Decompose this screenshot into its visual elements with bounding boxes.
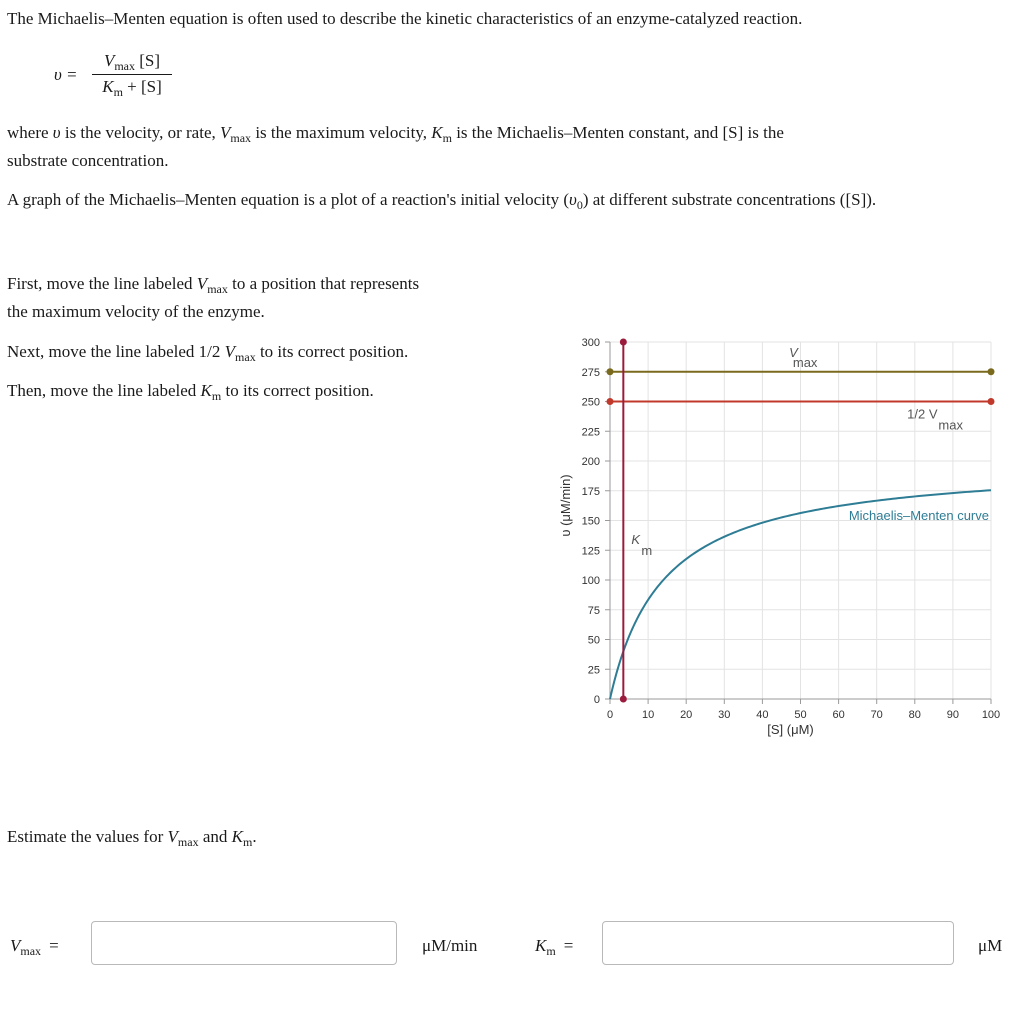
y-tick-label: 125: [581, 545, 600, 558]
y-axis-label: υ (μM/min): [558, 474, 573, 537]
eq-km-sub: m: [113, 85, 123, 99]
y-tick-label: 275: [581, 366, 600, 379]
y-tick-label: 300: [581, 337, 600, 349]
y-tick-label: 225: [581, 426, 600, 439]
y-tick-label: 175: [581, 485, 600, 498]
x-tick-label: 30: [718, 709, 731, 721]
eq-num-rest: [S]: [135, 51, 161, 70]
half-vmax-line-handle-right[interactable]: [988, 398, 995, 405]
km-input[interactable]: [602, 921, 954, 965]
vmax-unit: μM/min: [422, 936, 478, 955]
km-line-label: K: [631, 531, 641, 547]
km-line-handle-top[interactable]: [620, 339, 627, 346]
instruction-next: Next, move the line labeled 1/2 $V_{max}$ to its correct position.: [7, 342, 409, 364]
half-vmax-line-label-sub: max: [938, 417, 963, 433]
x-tick-label: 100: [981, 709, 1001, 721]
graph-description: A graph of the Michaelis–Menten equation is a plot of a reaction's initial velocity $(\upsilon_0)$ at different substrate concentrations ([S]).: [7, 190, 877, 212]
half-vmax-line-handle-left[interactable]: [607, 398, 614, 405]
vmax-line-handle-right[interactable]: [988, 368, 995, 375]
instruction-first-2: the maximum velocity of the enzyme.: [7, 302, 265, 321]
y-tick-label: 25: [587, 664, 600, 677]
equation-lhs: υ =: [54, 65, 78, 84]
x-axis-label: [S] (μM): [767, 722, 814, 737]
y-tick-label: 150: [581, 515, 600, 528]
vmax-input[interactable]: [91, 921, 397, 965]
y-tick-label: 50: [587, 634, 600, 647]
km-line-label-sub: m: [641, 542, 653, 558]
instruction-then: Then, move the line labeled $K_m$ to its correct position.: [7, 381, 374, 403]
where-line-2: substrate concentration.: [7, 151, 169, 170]
curve-label: Michaelis–Menten curve: [848, 508, 989, 524]
y-tick-label: 200: [581, 456, 600, 468]
eq-vmax: V: [103, 51, 115, 70]
x-tick-label: 90: [946, 709, 960, 721]
estimate-prompt: Estimate the values for $V_{max}$ and $K_m$.: [7, 827, 257, 849]
x-tick-label: 50: [794, 709, 807, 721]
intro-line: The Michaelis–Menten equation is often used to describe the kinetic characteristics of an enzyme-catalyzed reaction.: [7, 9, 803, 28]
michaelis-menten-chart[interactable]: [550, 330, 1020, 745]
eq-km: K: [102, 77, 114, 96]
km-unit: μM: [978, 936, 1003, 955]
where-line: where υ is the velocity, or rate, $V_{max}$ is the maximum velocity, $K_m$ is the Michaelis–Menten constant, and [S] is the: [7, 123, 784, 145]
half-vmax-line-label: 1/2 V: [907, 406, 938, 422]
vmax-line-label: V: [789, 344, 798, 360]
x-tick-label: 0: [606, 709, 614, 721]
x-tick-label: 10: [641, 709, 655, 721]
y-tick-label: 0: [593, 694, 600, 706]
x-tick-label: 80: [908, 709, 921, 721]
x-tick-label: 60: [832, 709, 845, 721]
vmax-line-handle-left[interactable]: [607, 368, 614, 375]
y-tick-label: 75: [587, 604, 600, 617]
x-tick-label: 40: [756, 709, 769, 721]
y-tick-label: 100: [581, 575, 600, 587]
km-label: $K_m$ =: [535, 936, 574, 958]
y-tick-label: 250: [581, 396, 600, 409]
eq-vmax-sub: max: [114, 59, 136, 73]
x-tick-label: 20: [680, 709, 693, 721]
x-tick-label: 70: [870, 709, 883, 721]
vmax-line-label-sub: max: [792, 354, 818, 370]
km-line-handle-bottom[interactable]: [620, 696, 627, 703]
michaelis-menten-equation: [92, 50, 172, 98]
instruction-first: First, move the line labeled $V_{max}$ to a position that represents: [7, 274, 420, 296]
vmax-label: $V_{max}$ =: [10, 936, 59, 958]
eq-den-rest: + [S]: [122, 77, 162, 96]
